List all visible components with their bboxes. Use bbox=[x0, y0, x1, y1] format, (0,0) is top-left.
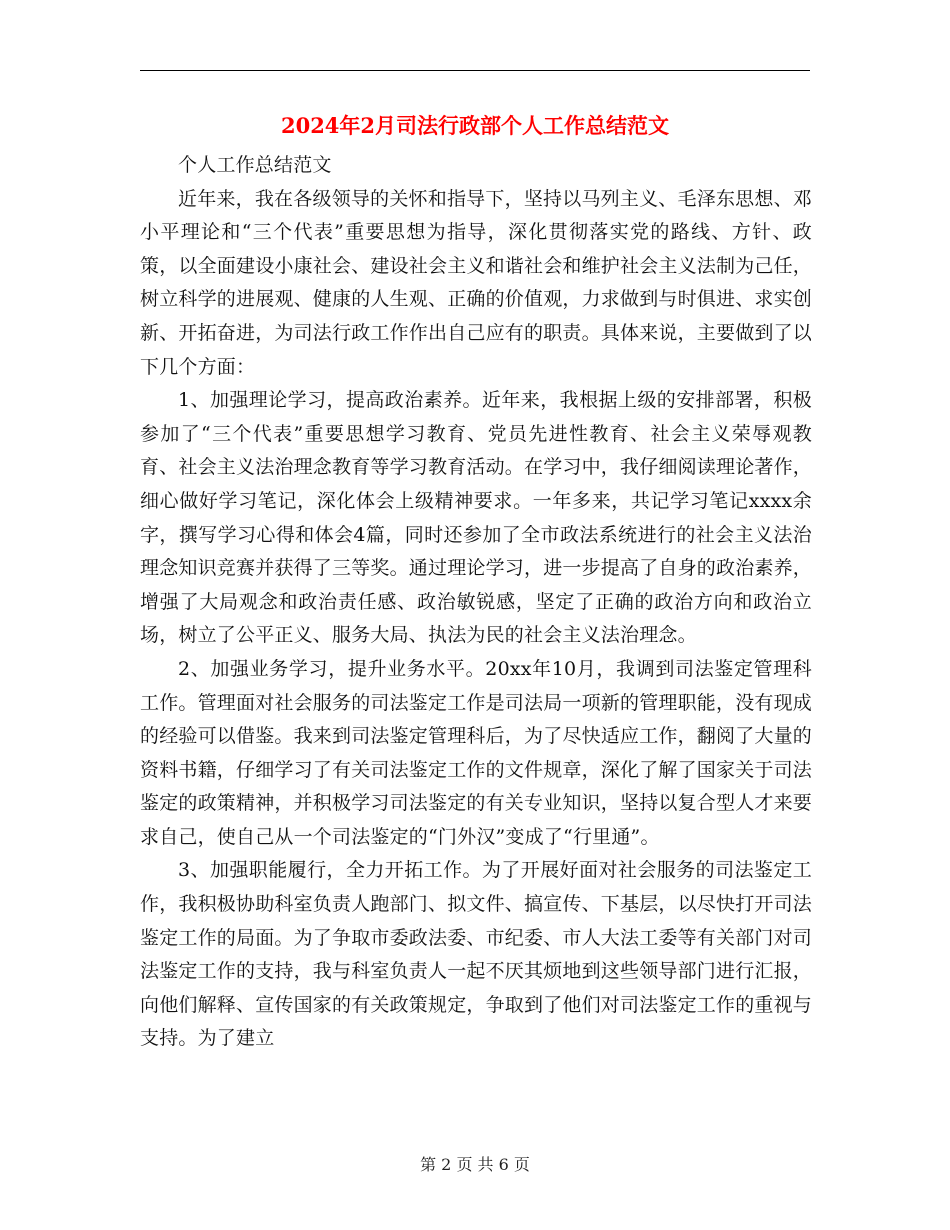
paragraph-intro: 近年来，我在各级领导的关怀和指导下，坚持以马列主义、毛泽东思想、邓小平理论和“三个代表”重要思想为指导，深化贯彻落实党的路线、方针、政策，以全面建设小康社会、建设社会主义和谐社会和维护社会主义法制为己任，树立科学的进展观、健康的人生观、正确的价值观，力求做到与时俱进、求实创新、开拓奋进，为司法行政工作作出自己应有的职责。具体来说，主要做到了以下几个方面： bbox=[140, 187, 813, 378]
paragraph-duty-performance: 3、加强职能履行，全力开拓工作。为了开展好面对社会服务的司法鉴定工作，我积极协助科室负责人跑部门、拟文件、搞宣传、下基层，以尽快打开司法鉴定工作的局面。为了争取市委政法委、市纪委、市人大法工委等有关部门对司法鉴定工作的支持，我与科室负责人一起不厌其烦地到这些领导部门进行汇报，向他们解释、宣传国家的有关政策规定，争取到了他们对司法鉴定工作的重视与支持。为了建立 bbox=[140, 859, 813, 1050]
document-body bbox=[140, 149, 812, 1056]
paragraph-business-study: 2、加强业务学习，提升业务水平。20xx年10月，我调到司法鉴定管理科工作。管理面对社会服务的司法鉴定工作是司法局一项新的管理职能，没有现成的经验可以借鉴。我来到司法鉴定管理科后，为了尽快适应工作，翻阅了大量的资料书籍，仔细学习了有关司法鉴定工作的文件规章，深化了解了国家关于司法鉴定的政策精神，并积极学习司法鉴定的有关专业知识，坚持以复合型人才来要求自己，使自己从一个司法鉴定的“门外汉”变成了“行里通”。 bbox=[140, 657, 813, 848]
document-title: 2024年2月司法行政部个人工作总结范文 bbox=[280, 113, 670, 138]
paragraph-theory-study: 1、加强理论学习，提高政治素养。近年来，我根据上级的安排部署，积极参加了“三个代表”重要思想学习教育、党员先进性教育、社会主义荣辱观教育、社会主义法治理念教育等学习教育活动。在学习中，我仔细阅读理论著作，细心做好学习笔记，深化体会上级精神要求。一年多来，共记学习笔记xxxx余字，撰写学习心得和体会4篇，同时还参加了全市政法系统进行的社会主义法治理念知识竞赛并获得了三等奖。通过理论学习，进一步提高了自身的政治素养，增强了大局观念和政治责任感、政治敏锐感，坚定了正确的政治方向和政治立场，树立了公平正义、服务大局、执法为民的社会主义法治理念。 bbox=[140, 389, 813, 647]
page-number: 第 2 页 共 6 页 bbox=[420, 1155, 530, 1174]
header-rule bbox=[140, 70, 810, 71]
section-heading: 个人工作总结范文 bbox=[178, 154, 332, 176]
